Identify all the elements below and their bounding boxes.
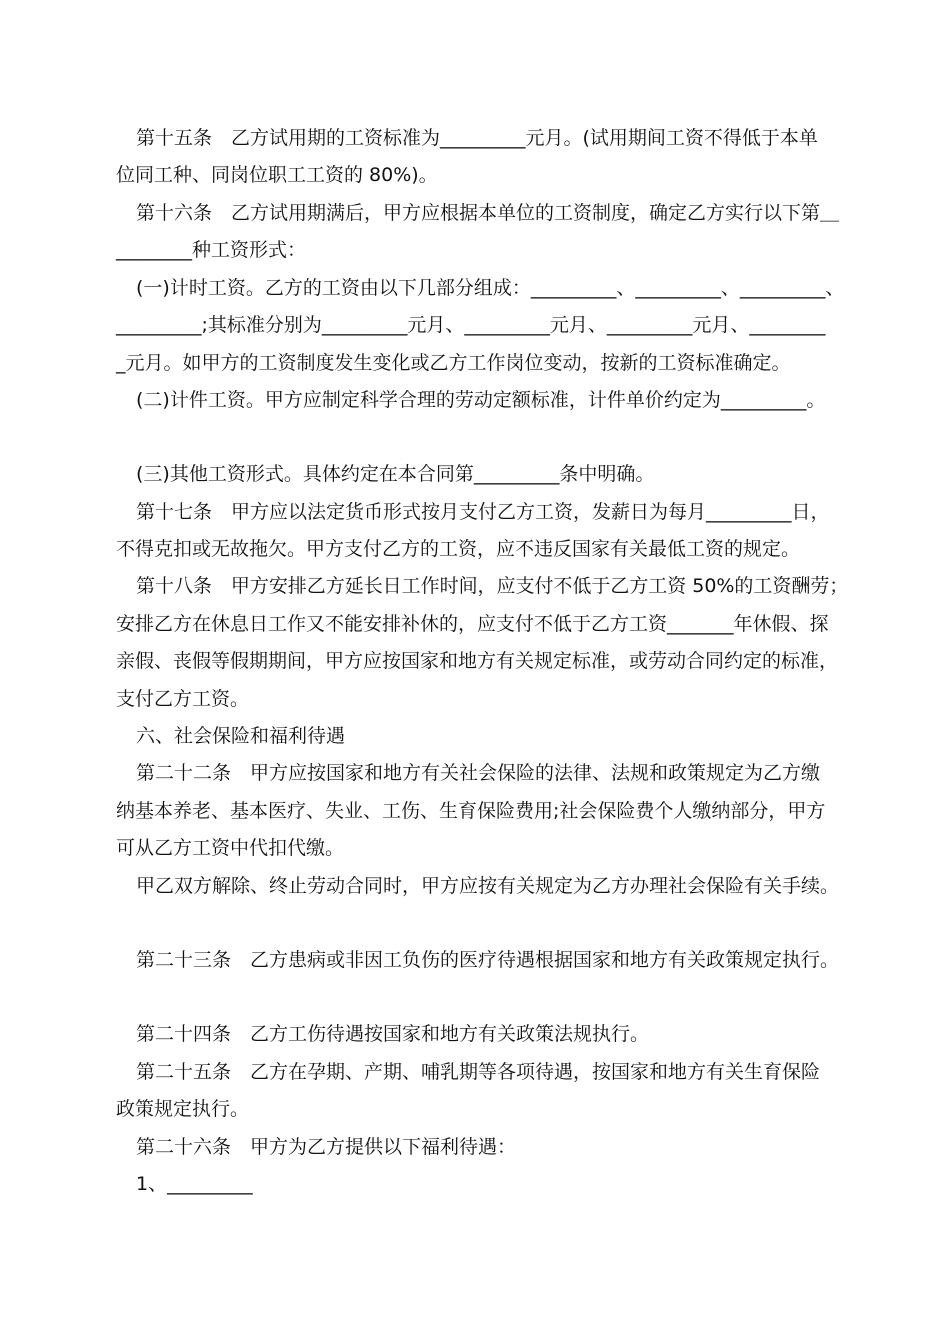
text-line: _元月。如甲方的工资制度发生变化或乙方工作岗位变动，按新的工资标准确定。 (116, 352, 791, 374)
text-line: 第二十二条 甲方应按国家和地方有关社会保险的法律、法规和政策规定为乙方缴 (136, 762, 821, 784)
text-line: 第十五条 乙方试用期的工资标准为_________元月。(试用期间工资不得低于本单 (136, 127, 818, 149)
text-line: 不得克扣或无故拖欠。甲方支付乙方的工资，应不违反国家有关最低工资的规定。 (116, 538, 801, 560)
text-line: (二)计件工资。甲方应制定科学合理的劳动定额标准，计件单价约定为_________。 (136, 389, 826, 411)
text-line: 亲假、丧假等假期期间，甲方应按国家和地方有关规定标准，或劳动合同约定的标准， (116, 650, 839, 672)
section-heading: 六、社会保险和福利待遇 (136, 725, 346, 747)
text-line: 安排乙方在休息日工作又不能安排补休的，应支付不低于乙方工资_______年休假、探 (116, 613, 829, 635)
text-line: 甲乙双方解除、终止劳动合同时，甲方应按有关规定为乙方办理社会保险有关手续。 (136, 875, 840, 897)
text-line: ________种工资形式： (116, 239, 307, 261)
text-line: 第十六条 乙方试用期满后，甲方应根据本单位的工资制度，确定乙方实行以下第＿ (136, 202, 840, 224)
text-line: 纳基本养老、基本医疗、失业、工伤、生育保险费用;社会保险费个人缴纳部分，甲方 (116, 800, 826, 822)
text-line: 支付乙方工资。 (116, 688, 250, 710)
text-line: (一)计时工资。乙方的工资由以下几部分组成：_________、_________、_________、 (136, 277, 845, 299)
text-line: 第十八条 甲方安排乙方延长日工作时间，应支付不低于乙方工资 50%的工资酬劳； (136, 575, 849, 597)
text-line: _________;其标准分别为_________元月、_________元月、_________元月、________ (116, 314, 826, 336)
text-line: 第十七条 甲方应以法定货币形式按月支付乙方工资，发薪日为每月_________日， (136, 501, 830, 523)
text-line: 第二十六条 甲方为乙方提供以下福利待遇： (136, 1136, 517, 1158)
text-line: 政策规定执行。 (116, 1098, 250, 1120)
text-line: 第二十五条 乙方在孕期、产期、哺乳期等各项待遇，按国家和地方有关生育保险 (136, 1061, 821, 1083)
text-line: 位同工种、同岗位职工工资的 80%)。 (116, 164, 438, 186)
text-line: 第二十三条 乙方患病或非因工负伤的医疗待遇根据国家和地方有关政策规定执行。 (136, 949, 840, 971)
text-line: 1、_________ (136, 1173, 253, 1195)
text-line: 可从乙方工资中代扣代缴。 (116, 837, 345, 859)
text-line: 第二十四条 乙方工伤待遇按国家和地方有关政策法规执行。 (136, 1023, 650, 1045)
text-line: (三)其他工资形式。具体约定在本合同第_________条中明确。 (136, 463, 655, 485)
